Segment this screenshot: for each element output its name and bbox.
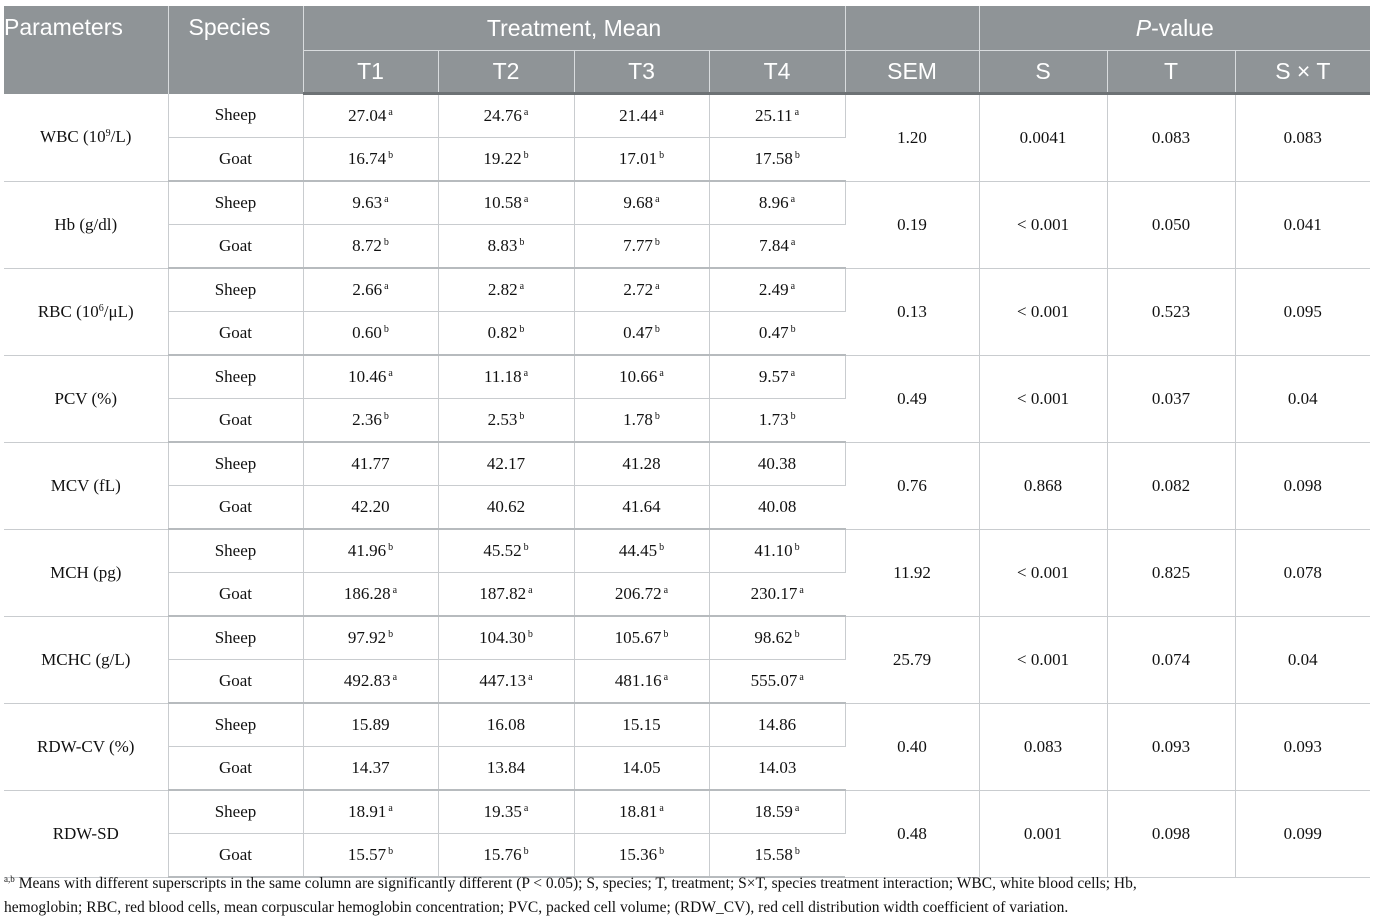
table-row xyxy=(4,790,1370,834)
significance-superscript: a xyxy=(384,281,389,292)
mean-value-t3: 206.72 $^a$ xyxy=(574,573,709,617)
header-sem: SEM xyxy=(845,51,979,94)
p-value-treatment: 0.523 xyxy=(1107,268,1235,355)
p-value-treatment: 0.825 xyxy=(1107,529,1235,616)
parameter-name: Hb (g/dl) xyxy=(4,181,168,268)
mean-value-t3: 15.15 xyxy=(574,703,709,747)
header-s: S xyxy=(979,51,1107,94)
significance-superscript: a xyxy=(523,803,529,814)
mean-value-t4: 15.58 $^b$ xyxy=(709,834,845,878)
mean-value-t1: 8.72 $^b$ xyxy=(303,225,438,269)
significance-superscript: b xyxy=(523,542,529,553)
significance-superscript: b xyxy=(388,846,394,857)
mean-value-t2: 45.52 $^b$ xyxy=(438,529,574,573)
mean-value-t4: 41.10 $^b$ xyxy=(709,529,845,573)
mean-value-t4: 2.49 $^a$ xyxy=(709,268,845,312)
table-body xyxy=(4,94,1370,878)
mean-value-t4: 9.57 $^a$ xyxy=(709,355,845,399)
significance-superscript: b xyxy=(654,324,660,335)
parameter-name: RDW-CV (%) xyxy=(4,703,168,790)
mean-value-t4: 25.11 $^a$ xyxy=(709,94,845,138)
mean-value-t1: 42.20 xyxy=(303,486,438,530)
parameter-name: PCV (%) xyxy=(4,355,168,442)
significance-superscript: a xyxy=(528,585,533,596)
significance-superscript: b xyxy=(654,237,660,248)
p-value-species: 0.868 xyxy=(979,442,1107,529)
significance-superscript: b xyxy=(388,542,394,553)
significance-superscript: b xyxy=(794,542,800,553)
mean-value-t2: 0.82 $^b$ xyxy=(438,312,574,356)
mean-value-t3: 15.36 $^b$ xyxy=(574,834,709,878)
species-cell: Sheep xyxy=(168,442,303,486)
mean-value-t1: 10.46 $^a$ xyxy=(303,355,438,399)
significance-superscript: a xyxy=(790,194,796,205)
p-value-species: 0.001 xyxy=(979,790,1107,877)
sem-value: 0.49 xyxy=(845,355,979,442)
significance-superscript: b xyxy=(388,629,394,640)
sem-value: 0.19 xyxy=(845,181,979,268)
p-value-treatment: 0.093 xyxy=(1107,703,1235,790)
mean-value-t2: 13.84 xyxy=(438,747,574,791)
species-cell: Sheep xyxy=(168,703,303,747)
species-cell: Sheep xyxy=(168,181,303,225)
header-t4: T4 xyxy=(709,51,845,94)
significance-superscript: a xyxy=(523,368,529,379)
mean-value-t2: 24.76 $^a$ xyxy=(438,94,574,138)
significance-superscript: a xyxy=(663,585,669,596)
mean-value-t4: 0.47 $^b$ xyxy=(709,312,845,356)
significance-superscript: a xyxy=(790,237,796,248)
significance-superscript: b xyxy=(388,150,394,161)
p-value-interaction: 0.083 xyxy=(1235,94,1370,182)
mean-value-t2: 11.18 $^a$ xyxy=(438,355,574,399)
mean-value-t3: 44.45 $^b$ xyxy=(574,529,709,573)
mean-value-t3: 14.05 xyxy=(574,747,709,791)
mean-value-t1: 0.60 $^b$ xyxy=(303,312,438,356)
p-value-interaction: 0.04 xyxy=(1235,616,1370,703)
parameter-name: MCV (fL) xyxy=(4,442,168,529)
significance-superscript: b xyxy=(519,411,525,422)
mean-value-t1: 41.77 xyxy=(303,442,438,486)
p-value-species: < 0.001 xyxy=(979,268,1107,355)
parameter-name: RDW-SD xyxy=(4,790,168,877)
significance-superscript: a xyxy=(790,281,796,292)
table-row xyxy=(4,616,1370,660)
p-value-treatment: 0.074 xyxy=(1107,616,1235,703)
mean-value-t2: 10.58 $^a$ xyxy=(438,181,574,225)
p-value-species: < 0.001 xyxy=(979,181,1107,268)
species-cell: Goat xyxy=(168,138,303,182)
p-value-interaction: 0.099 xyxy=(1235,790,1370,877)
significance-superscript: a xyxy=(392,672,398,683)
table-row xyxy=(4,529,1370,573)
significance-superscript: b xyxy=(383,237,389,248)
header-t1: T1 xyxy=(303,51,438,94)
significance-superscript: b xyxy=(794,150,800,161)
mean-value-t2: 8.83 $^b$ xyxy=(438,225,574,269)
mean-value-t1: 14.37 xyxy=(303,747,438,791)
header-t2: T2 xyxy=(438,51,574,94)
mean-value-t4: 40.08 xyxy=(709,486,845,530)
mean-value-t4: 18.59 $^a$ xyxy=(709,790,845,834)
significance-superscript: b xyxy=(519,324,525,335)
mean-value-t4: 8.96 $^a$ xyxy=(709,181,845,225)
mean-value-t4: 14.86 xyxy=(709,703,845,747)
header-parameters: Parameters xyxy=(4,6,168,94)
significance-superscript: b xyxy=(659,542,665,553)
parameter-name: RBC $(10^6/\mu L)$ xyxy=(4,268,168,355)
p-value-treatment: 0.082 xyxy=(1107,442,1235,529)
table-row xyxy=(4,442,1370,486)
mean-value-t2: 447.13 $^a$ xyxy=(438,660,574,704)
mean-value-t1: 16.74 $^b$ xyxy=(303,138,438,182)
mean-value-t3: 2.72 $^a$ xyxy=(574,268,709,312)
sem-value: 0.40 xyxy=(845,703,979,790)
species-cell: Goat xyxy=(168,834,303,878)
significance-superscript: a xyxy=(790,368,796,379)
parameter-name: MCH (pg) xyxy=(4,529,168,616)
sem-value: 0.48 xyxy=(845,790,979,877)
significance-superscript: a xyxy=(384,194,389,205)
significance-superscript: b xyxy=(663,629,669,640)
significance-superscript: a xyxy=(523,194,529,205)
mean-value-t3: 1.78 $^b$ xyxy=(574,399,709,443)
p-value-species: < 0.001 xyxy=(979,616,1107,703)
significance-superscript: b xyxy=(519,237,525,248)
significance-superscript: a xyxy=(655,194,660,205)
species-cell: Goat xyxy=(168,312,303,356)
significance-superscript: b xyxy=(659,846,665,857)
significance-superscript: a xyxy=(794,107,800,118)
mean-value-t1: 492.83 $^a$ xyxy=(303,660,438,704)
mean-value-t3: 105.67 $^b$ xyxy=(574,616,709,660)
p-value-interaction: 0.04 xyxy=(1235,355,1370,442)
mean-value-t2: 187.82 $^a$ xyxy=(438,573,574,617)
p-value-species: 0.083 xyxy=(979,703,1107,790)
species-cell: Goat xyxy=(168,399,303,443)
header-s-x-t: S × T xyxy=(1235,51,1370,94)
p-value-treatment: 0.098 xyxy=(1107,790,1235,877)
species-cell: Sheep xyxy=(168,94,303,138)
p-value-interaction: 0.098 xyxy=(1235,442,1370,529)
species-cell: Sheep xyxy=(168,616,303,660)
significance-superscript: b xyxy=(654,411,660,422)
sem-value: 25.79 xyxy=(845,616,979,703)
parameter-name: WBC $(10^9/L)$ xyxy=(4,94,168,182)
mean-value-t3: 9.68 $^a$ xyxy=(574,181,709,225)
species-cell: Goat xyxy=(168,660,303,704)
header-pvalue: P-value xyxy=(979,6,1370,51)
table-row xyxy=(4,268,1370,312)
p-value-treatment: 0.050 xyxy=(1107,181,1235,268)
significance-superscript: a xyxy=(392,585,398,596)
footnote-line-2: hemoglobin; RBC, red blood cells, mean corpuscular hemoglobin concentration; PVC, packed cell volume; (RDW_CV), red cell distribution width coefficient of variation. xyxy=(4,899,1069,916)
mean-value-t3: 41.64 xyxy=(574,486,709,530)
significance-superscript: b xyxy=(523,150,529,161)
mean-value-t1: 18.91 $^a$ xyxy=(303,790,438,834)
significance-superscript: b xyxy=(790,324,796,335)
significance-superscript: a xyxy=(388,803,393,814)
sem-value: 0.13 xyxy=(845,268,979,355)
mean-value-t2: 42.17 xyxy=(438,442,574,486)
significance-superscript: b xyxy=(383,324,389,335)
mean-value-t1: 27.04 $^a$ xyxy=(303,94,438,138)
mean-value-t3: 0.47 $^b$ xyxy=(574,312,709,356)
mean-value-t4: 1.73 $^b$ xyxy=(709,399,845,443)
significance-superscript: a xyxy=(659,368,664,379)
significance-superscript: b xyxy=(794,846,800,857)
parameter-name: MCHC (g/L) xyxy=(4,616,168,703)
mean-value-t1: 9.63 $^a$ xyxy=(303,181,438,225)
mean-value-t1: 97.92 $^b$ xyxy=(303,616,438,660)
significance-superscript: a xyxy=(523,107,529,118)
p-value-interaction: 0.078 xyxy=(1235,529,1370,616)
footnote-line-1: $^{a,b}$ Means with different superscripts in the same column are significantly different (P < 0.05); S, species; T, treatment; S×T, species treatment interaction; WBC, white blood cells; Hb, xyxy=(4,874,1137,892)
significance-superscript: b xyxy=(527,629,533,640)
mean-value-t4: 7.84 $^a$ xyxy=(709,225,845,269)
p-value-interaction: 0.041 xyxy=(1235,181,1370,268)
mean-value-t1: 15.89 xyxy=(303,703,438,747)
mean-value-t2: 19.35 $^a$ xyxy=(438,790,574,834)
p-value-interaction: 0.095 xyxy=(1235,268,1370,355)
mean-value-t1: 2.66 $^a$ xyxy=(303,268,438,312)
species-cell: Goat xyxy=(168,573,303,617)
p-value-interaction: 0.093 xyxy=(1235,703,1370,790)
header-t: T xyxy=(1107,51,1235,94)
p-value-species: < 0.001 xyxy=(979,355,1107,442)
sem-value: 0.76 xyxy=(845,442,979,529)
species-cell: Goat xyxy=(168,225,303,269)
mean-value-t3: 10.66 $^a$ xyxy=(574,355,709,399)
significance-superscript: b xyxy=(659,150,665,161)
table-footnote xyxy=(4,872,1370,920)
mean-value-t2: 15.76 $^b$ xyxy=(438,834,574,878)
significance-superscript: a xyxy=(663,672,669,683)
mean-value-t2: 2.53 $^b$ xyxy=(438,399,574,443)
species-cell: Sheep xyxy=(168,790,303,834)
header-t3: T3 xyxy=(574,51,709,94)
header-species: Species xyxy=(168,6,303,94)
mean-value-t4: 14.03 xyxy=(709,747,845,791)
header-blank xyxy=(845,6,979,51)
mean-value-t1: 15.57 $^b$ xyxy=(303,834,438,878)
header-treatment-mean: Treatment, Mean xyxy=(303,6,845,51)
significance-superscript: a xyxy=(388,368,393,379)
mean-value-t2: 40.62 xyxy=(438,486,574,530)
table-row xyxy=(4,181,1370,225)
species-cell: Sheep xyxy=(168,355,303,399)
species-cell: Sheep xyxy=(168,268,303,312)
mean-value-t4: 17.58 $^b$ xyxy=(709,138,845,182)
p-value-treatment: 0.083 xyxy=(1107,94,1235,182)
sem-value: 1.20 xyxy=(845,94,979,182)
species-cell: Goat xyxy=(168,747,303,791)
mean-value-t3: 481.16 $^a$ xyxy=(574,660,709,704)
table-row xyxy=(4,355,1370,399)
species-cell: Sheep xyxy=(168,529,303,573)
significance-superscript: a xyxy=(794,803,800,814)
hematology-table xyxy=(4,6,1370,878)
mean-value-t4: 98.62 $^b$ xyxy=(709,616,845,660)
significance-superscript: a xyxy=(659,107,664,118)
sem-value: 11.92 xyxy=(845,529,979,616)
mean-value-t1: 41.96 $^b$ xyxy=(303,529,438,573)
significance-superscript: b xyxy=(794,629,800,640)
mean-value-t3: 18.81 $^a$ xyxy=(574,790,709,834)
table-row xyxy=(4,94,1370,138)
significance-superscript: a xyxy=(655,281,660,292)
p-value-treatment: 0.037 xyxy=(1107,355,1235,442)
significance-superscript: a xyxy=(659,803,664,814)
mean-value-t2: 104.30 $^b$ xyxy=(438,616,574,660)
mean-value-t3: 41.28 xyxy=(574,442,709,486)
mean-value-t1: 2.36 $^b$ xyxy=(303,399,438,443)
significance-superscript: a xyxy=(799,585,804,596)
mean-value-t2: 19.22 $^b$ xyxy=(438,138,574,182)
significance-superscript: a xyxy=(528,672,533,683)
mean-value-t3: 7.77 $^b$ xyxy=(574,225,709,269)
mean-value-t4: 555.07 $^a$ xyxy=(709,660,845,704)
significance-superscript: b xyxy=(790,411,796,422)
significance-superscript: b xyxy=(523,846,529,857)
mean-value-t4: 40.38 xyxy=(709,442,845,486)
mean-value-t1: 186.28 $^a$ xyxy=(303,573,438,617)
species-cell: Goat xyxy=(168,486,303,530)
mean-value-t3: 17.01 $^b$ xyxy=(574,138,709,182)
significance-superscript: a xyxy=(388,107,393,118)
p-value-species: 0.0041 xyxy=(979,94,1107,182)
significance-superscript: a xyxy=(519,281,525,292)
mean-value-t3: 21.44 $^a$ xyxy=(574,94,709,138)
table-row xyxy=(4,703,1370,747)
mean-value-t2: 16.08 xyxy=(438,703,574,747)
significance-superscript: a xyxy=(799,672,804,683)
significance-superscript: b xyxy=(383,411,389,422)
mean-value-t2: 2.82 $^a$ xyxy=(438,268,574,312)
p-value-species: < 0.001 xyxy=(979,529,1107,616)
mean-value-t4: 230.17 $^a$ xyxy=(709,573,845,617)
